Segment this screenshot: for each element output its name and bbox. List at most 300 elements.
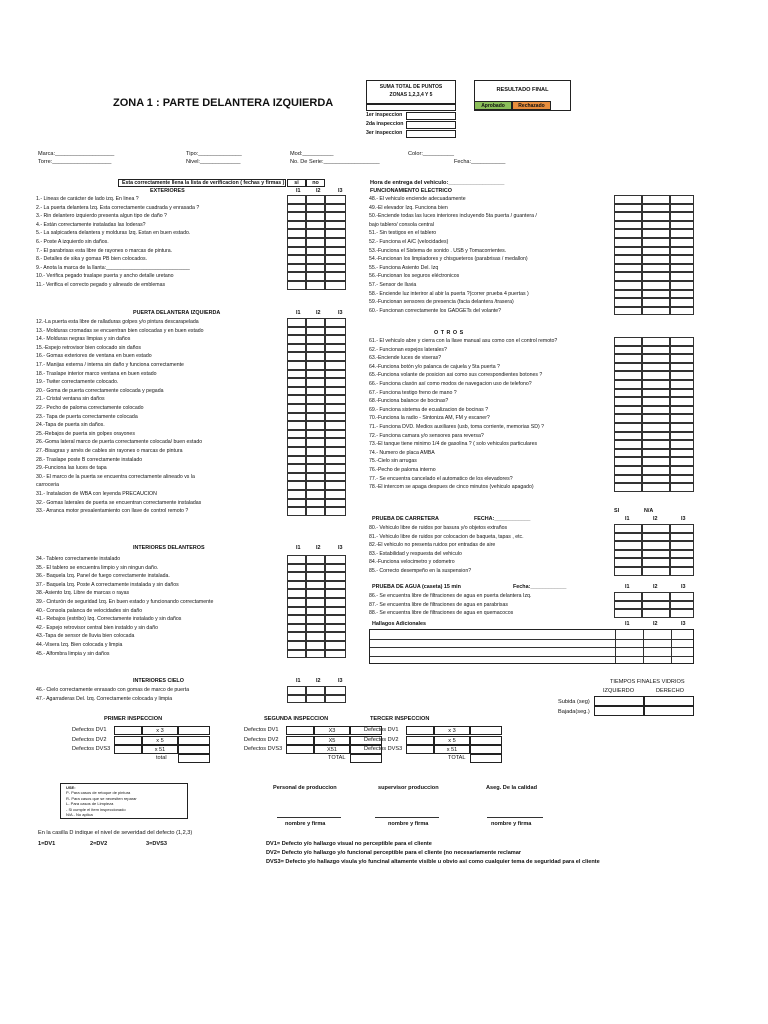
defectos-result-box[interactable] — [470, 726, 502, 735]
check-cell[interactable] — [287, 221, 306, 230]
defectos-count-box[interactable] — [406, 726, 434, 735]
check-cell[interactable] — [325, 378, 346, 387]
check-cell[interactable] — [306, 272, 325, 281]
check-cell[interactable] — [306, 624, 325, 633]
firma-line-supervisor[interactable] — [375, 817, 439, 818]
total-box[interactable] — [350, 754, 382, 763]
check-cell[interactable] — [287, 352, 306, 361]
check-cell[interactable] — [325, 421, 346, 430]
check-cell[interactable] — [614, 432, 642, 441]
check-cell[interactable] — [670, 533, 694, 542]
check-cell[interactable] — [287, 264, 306, 273]
check-cell[interactable] — [670, 457, 694, 466]
check-cell[interactable] — [670, 354, 694, 363]
check-cell[interactable] — [642, 389, 670, 398]
check-cell[interactable] — [306, 229, 325, 238]
check-cell[interactable] — [614, 204, 642, 213]
subida-izq-box[interactable] — [594, 696, 644, 706]
check-cell[interactable] — [642, 440, 670, 449]
check-cell[interactable] — [670, 195, 694, 204]
check-cell[interactable] — [670, 281, 694, 290]
check-cell[interactable] — [670, 440, 694, 449]
check-cell[interactable] — [325, 264, 346, 273]
check-cell[interactable] — [614, 550, 642, 559]
check-cell[interactable] — [306, 464, 325, 473]
check-cell[interactable] — [642, 592, 670, 601]
check-cell[interactable] — [325, 581, 346, 590]
defectos-result-box[interactable] — [470, 736, 502, 745]
check-cell[interactable] — [325, 438, 346, 447]
check-cell[interactable] — [287, 327, 306, 336]
check-cell[interactable] — [614, 238, 642, 247]
check-cell[interactable] — [325, 456, 346, 465]
check-cell[interactable] — [287, 212, 306, 221]
check-cell[interactable] — [642, 609, 670, 618]
check-cell[interactable] — [614, 264, 642, 273]
defectos-result-box[interactable] — [470, 745, 502, 754]
check-cell[interactable] — [306, 370, 325, 379]
check-cell[interactable] — [306, 344, 325, 353]
check-cell[interactable] — [670, 406, 694, 415]
defectos-count-box[interactable] — [406, 745, 434, 754]
defectos-count-box[interactable] — [114, 726, 142, 735]
check-cell[interactable] — [614, 229, 642, 238]
check-cell[interactable] — [306, 395, 325, 404]
check-cell[interactable] — [670, 272, 694, 281]
check-cell[interactable] — [670, 601, 694, 610]
check-cell[interactable] — [287, 490, 306, 499]
check-cell[interactable] — [325, 615, 346, 624]
check-cell[interactable] — [287, 344, 306, 353]
check-cell[interactable] — [670, 475, 694, 484]
check-cell[interactable] — [642, 272, 670, 281]
defectos-count-box[interactable] — [114, 745, 142, 754]
check-cell[interactable] — [614, 466, 642, 475]
check-cell[interactable] — [642, 229, 670, 238]
check-cell[interactable] — [287, 581, 306, 590]
check-cell[interactable] — [287, 695, 306, 704]
check-cell[interactable] — [287, 624, 306, 633]
check-cell[interactable] — [614, 567, 642, 576]
check-cell[interactable] — [306, 447, 325, 456]
check-cell[interactable] — [287, 255, 306, 264]
check-cell[interactable] — [642, 567, 670, 576]
check-cell[interactable] — [670, 558, 694, 567]
check-cell[interactable] — [325, 589, 346, 598]
check-cell[interactable] — [642, 371, 670, 380]
check-cell[interactable] — [287, 632, 306, 641]
inspeccion-1-box[interactable] — [406, 112, 456, 120]
check-cell[interactable] — [287, 499, 306, 508]
check-cell[interactable] — [614, 346, 642, 355]
check-cell[interactable] — [306, 221, 325, 230]
check-cell[interactable] — [325, 195, 346, 204]
check-cell[interactable] — [670, 541, 694, 550]
check-cell[interactable] — [306, 686, 325, 695]
check-cell[interactable] — [306, 589, 325, 598]
check-cell[interactable] — [287, 481, 306, 490]
check-cell[interactable] — [306, 499, 325, 508]
check-cell[interactable] — [287, 438, 306, 447]
check-cell[interactable] — [287, 564, 306, 573]
mod-field[interactable]: Mod:__________ — [290, 151, 334, 157]
check-cell[interactable] — [614, 307, 642, 316]
check-cell[interactable] — [614, 363, 642, 372]
check-cell[interactable] — [642, 212, 670, 221]
check-cell[interactable] — [306, 473, 325, 482]
check-cell[interactable] — [325, 564, 346, 573]
check-cell[interactable] — [325, 632, 346, 641]
check-cell[interactable] — [614, 397, 642, 406]
tipo-field[interactable]: Tipo:______________ — [186, 151, 242, 157]
check-cell[interactable] — [614, 440, 642, 449]
check-cell[interactable] — [614, 533, 642, 542]
check-cell[interactable] — [642, 346, 670, 355]
check-cell[interactable] — [306, 327, 325, 336]
check-cell[interactable] — [614, 354, 642, 363]
check-cell[interactable] — [670, 592, 694, 601]
check-cell[interactable] — [614, 601, 642, 610]
check-cell[interactable] — [614, 212, 642, 221]
check-cell[interactable] — [325, 204, 346, 213]
check-cell[interactable] — [670, 363, 694, 372]
check-cell[interactable] — [614, 281, 642, 290]
check-cell[interactable] — [325, 229, 346, 238]
check-cell[interactable] — [670, 414, 694, 423]
check-cell[interactable] — [306, 598, 325, 607]
check-cell[interactable] — [642, 449, 670, 458]
check-cell[interactable] — [325, 255, 346, 264]
check-cell[interactable] — [306, 650, 325, 659]
check-cell[interactable] — [306, 255, 325, 264]
check-cell[interactable] — [287, 607, 306, 616]
check-cell[interactable] — [614, 221, 642, 230]
check-cell[interactable] — [614, 423, 642, 432]
bajada-der-box[interactable] — [644, 706, 694, 716]
check-cell[interactable] — [306, 564, 325, 573]
check-cell[interactable] — [325, 641, 346, 650]
check-cell[interactable] — [287, 204, 306, 213]
check-cell[interactable] — [306, 481, 325, 490]
check-cell[interactable] — [642, 290, 670, 299]
check-cell[interactable] — [670, 371, 694, 380]
rechazado-box[interactable]: Rechazado — [512, 101, 551, 110]
check-cell[interactable] — [642, 354, 670, 363]
check-cell[interactable] — [614, 380, 642, 389]
check-cell[interactable] — [306, 352, 325, 361]
check-cell[interactable] — [642, 247, 670, 256]
no-serie-field[interactable]: No. De Serie:__________________ — [290, 159, 380, 165]
total-box[interactable] — [178, 754, 210, 763]
check-cell[interactable] — [670, 449, 694, 458]
check-cell[interactable] — [287, 572, 306, 581]
check-cell[interactable] — [614, 195, 642, 204]
check-cell[interactable] — [642, 601, 670, 610]
subida-der-box[interactable] — [644, 696, 694, 706]
check-cell[interactable] — [614, 247, 642, 256]
check-cell[interactable] — [287, 615, 306, 624]
check-cell[interactable] — [287, 229, 306, 238]
check-cell[interactable] — [306, 641, 325, 650]
check-cell[interactable] — [670, 389, 694, 398]
check-cell[interactable] — [306, 490, 325, 499]
check-cell[interactable] — [642, 457, 670, 466]
defectos-result-box[interactable] — [178, 736, 210, 745]
check-cell[interactable] — [306, 456, 325, 465]
check-cell[interactable] — [614, 298, 642, 307]
check-cell[interactable] — [642, 475, 670, 484]
check-cell[interactable] — [670, 609, 694, 618]
check-cell[interactable] — [287, 413, 306, 422]
check-cell[interactable] — [325, 344, 346, 353]
check-cell[interactable] — [614, 483, 642, 492]
check-cell[interactable] — [325, 447, 346, 456]
check-cell[interactable] — [670, 550, 694, 559]
prueba-carretera-fecha[interactable]: FECHA:____________ — [474, 516, 531, 522]
defectos-result-box[interactable] — [178, 745, 210, 754]
check-cell[interactable] — [306, 404, 325, 413]
check-cell[interactable] — [614, 475, 642, 484]
check-cell[interactable] — [287, 247, 306, 256]
check-cell[interactable] — [325, 598, 346, 607]
check-cell[interactable] — [642, 281, 670, 290]
check-cell[interactable] — [670, 346, 694, 355]
check-cell[interactable] — [306, 413, 325, 422]
check-cell[interactable] — [642, 483, 670, 492]
check-cell[interactable] — [670, 466, 694, 475]
check-cell[interactable] — [306, 607, 325, 616]
check-cell[interactable] — [306, 281, 325, 290]
check-cell[interactable] — [614, 406, 642, 415]
check-cell[interactable] — [306, 318, 325, 327]
check-cell[interactable] — [325, 281, 346, 290]
check-cell[interactable] — [325, 430, 346, 439]
torre-field[interactable]: Torre:___________________ — [38, 159, 112, 165]
check-cell[interactable] — [642, 414, 670, 423]
check-cell[interactable] — [325, 272, 346, 281]
check-cell[interactable] — [287, 395, 306, 404]
firma-line-calidad[interactable] — [487, 817, 543, 818]
check-cell[interactable] — [287, 507, 306, 516]
firma-line-personal[interactable] — [277, 817, 341, 818]
check-cell[interactable] — [642, 337, 670, 346]
check-cell[interactable] — [670, 298, 694, 307]
prueba-agua-fecha[interactable]: Fecha:____________ — [513, 584, 567, 590]
check-cell[interactable] — [325, 352, 346, 361]
suma-score-box[interactable] — [366, 104, 456, 111]
check-cell[interactable] — [670, 247, 694, 256]
check-cell[interactable] — [287, 598, 306, 607]
check-cell[interactable] — [670, 221, 694, 230]
check-cell[interactable] — [325, 499, 346, 508]
check-cell[interactable] — [614, 290, 642, 299]
check-cell[interactable] — [287, 378, 306, 387]
total-box[interactable] — [470, 754, 502, 763]
check-cell[interactable] — [670, 255, 694, 264]
check-cell[interactable] — [287, 473, 306, 482]
check-cell[interactable] — [287, 589, 306, 598]
check-cell[interactable] — [325, 464, 346, 473]
defectos-count-box[interactable] — [406, 736, 434, 745]
check-cell[interactable] — [287, 238, 306, 247]
check-cell[interactable] — [325, 327, 346, 336]
check-cell[interactable] — [325, 370, 346, 379]
check-cell[interactable] — [287, 641, 306, 650]
check-cell[interactable] — [287, 370, 306, 379]
nivel-field[interactable]: Nivel:_____________ — [186, 159, 241, 165]
check-cell[interactable] — [614, 371, 642, 380]
marca-field[interactable]: Marca:___________________ — [38, 151, 115, 157]
check-cell[interactable] — [306, 555, 325, 564]
check-cell[interactable] — [642, 380, 670, 389]
check-cell[interactable] — [325, 413, 346, 422]
check-cell[interactable] — [614, 592, 642, 601]
check-cell[interactable] — [306, 421, 325, 430]
inspeccion-3-box[interactable] — [406, 130, 456, 138]
check-cell[interactable] — [670, 524, 694, 533]
check-cell[interactable] — [642, 432, 670, 441]
check-cell[interactable] — [614, 541, 642, 550]
defectos-count-box[interactable] — [286, 736, 314, 745]
check-cell[interactable] — [325, 404, 346, 413]
check-cell[interactable] — [642, 466, 670, 475]
aprobado-box[interactable]: Aprobado — [474, 101, 512, 110]
check-cell[interactable] — [670, 423, 694, 432]
check-cell[interactable] — [325, 395, 346, 404]
check-cell[interactable] — [325, 490, 346, 499]
check-cell[interactable] — [670, 337, 694, 346]
check-cell[interactable] — [306, 430, 325, 439]
check-cell[interactable] — [325, 247, 346, 256]
check-cell[interactable] — [325, 473, 346, 482]
check-cell[interactable] — [306, 335, 325, 344]
check-cell[interactable] — [614, 449, 642, 458]
check-cell[interactable] — [325, 555, 346, 564]
check-cell[interactable] — [642, 255, 670, 264]
check-cell[interactable] — [325, 695, 346, 704]
check-cell[interactable] — [670, 229, 694, 238]
check-cell[interactable] — [306, 695, 325, 704]
check-cell[interactable] — [614, 272, 642, 281]
check-cell[interactable] — [325, 572, 346, 581]
hora-entrega-field[interactable]: Hora de entrega del vehiculo:__________________ — [370, 180, 505, 186]
defectos-count-box[interactable] — [114, 736, 142, 745]
check-cell[interactable] — [642, 524, 670, 533]
check-cell[interactable] — [306, 438, 325, 447]
check-cell[interactable] — [306, 195, 325, 204]
check-cell[interactable] — [287, 361, 306, 370]
check-cell[interactable] — [642, 238, 670, 247]
check-cell[interactable] — [325, 507, 346, 516]
color-field[interactable]: Color:__________ — [408, 151, 455, 157]
check-cell[interactable] — [325, 318, 346, 327]
check-cell[interactable] — [670, 307, 694, 316]
check-cell[interactable] — [670, 432, 694, 441]
check-cell[interactable] — [287, 421, 306, 430]
check-cell[interactable] — [642, 550, 670, 559]
check-cell[interactable] — [670, 264, 694, 273]
check-cell[interactable] — [306, 581, 325, 590]
check-cell[interactable] — [614, 609, 642, 618]
check-cell[interactable] — [614, 558, 642, 567]
check-cell[interactable] — [325, 361, 346, 370]
check-cell[interactable] — [325, 387, 346, 396]
check-cell[interactable] — [306, 378, 325, 387]
check-cell[interactable] — [287, 272, 306, 281]
check-cell[interactable] — [287, 318, 306, 327]
check-cell[interactable] — [325, 607, 346, 616]
check-cell[interactable] — [670, 380, 694, 389]
defectos-count-box[interactable] — [286, 726, 314, 735]
check-cell[interactable] — [670, 483, 694, 492]
check-cell[interactable] — [306, 247, 325, 256]
check-cell[interactable] — [287, 464, 306, 473]
check-cell[interactable] — [642, 307, 670, 316]
check-cell[interactable] — [642, 533, 670, 542]
bajada-izq-box[interactable] — [594, 706, 644, 716]
check-cell[interactable] — [642, 558, 670, 567]
check-cell[interactable] — [287, 447, 306, 456]
check-cell[interactable] — [287, 387, 306, 396]
check-cell[interactable] — [287, 404, 306, 413]
check-cell[interactable] — [325, 221, 346, 230]
check-cell[interactable] — [325, 335, 346, 344]
defectos-result-box[interactable] — [178, 726, 210, 735]
check-cell[interactable] — [306, 387, 325, 396]
check-cell[interactable] — [642, 423, 670, 432]
check-cell[interactable] — [642, 406, 670, 415]
check-cell[interactable] — [325, 624, 346, 633]
check-cell[interactable] — [614, 255, 642, 264]
check-cell[interactable] — [670, 212, 694, 221]
check-cell[interactable] — [287, 686, 306, 695]
check-cell[interactable] — [642, 221, 670, 230]
check-cell[interactable] — [670, 204, 694, 213]
check-cell[interactable] — [614, 524, 642, 533]
check-cell[interactable] — [287, 281, 306, 290]
check-cell[interactable] — [287, 650, 306, 659]
check-cell[interactable] — [642, 541, 670, 550]
check-cell[interactable] — [306, 264, 325, 273]
check-cell[interactable] — [642, 298, 670, 307]
check-cell[interactable] — [670, 238, 694, 247]
check-cell[interactable] — [287, 335, 306, 344]
hallazgos-box[interactable] — [369, 629, 694, 664]
check-cell[interactable] — [614, 389, 642, 398]
check-cell[interactable] — [642, 204, 670, 213]
check-cell[interactable] — [306, 238, 325, 247]
check-cell[interactable] — [614, 337, 642, 346]
check-cell[interactable] — [614, 457, 642, 466]
check-cell[interactable] — [306, 572, 325, 581]
check-cell[interactable] — [306, 361, 325, 370]
check-cell[interactable] — [670, 397, 694, 406]
check-cell[interactable] — [670, 290, 694, 299]
check-cell[interactable] — [325, 650, 346, 659]
check-cell[interactable] — [325, 238, 346, 247]
check-cell[interactable] — [306, 204, 325, 213]
check-cell[interactable] — [287, 456, 306, 465]
check-cell[interactable] — [287, 195, 306, 204]
check-cell[interactable] — [306, 212, 325, 221]
check-cell[interactable] — [306, 615, 325, 624]
check-cell[interactable] — [642, 363, 670, 372]
check-cell[interactable] — [614, 414, 642, 423]
check-cell[interactable] — [325, 481, 346, 490]
check-cell[interactable] — [325, 686, 346, 695]
inspeccion-2-box[interactable] — [406, 121, 456, 129]
check-cell[interactable] — [642, 264, 670, 273]
